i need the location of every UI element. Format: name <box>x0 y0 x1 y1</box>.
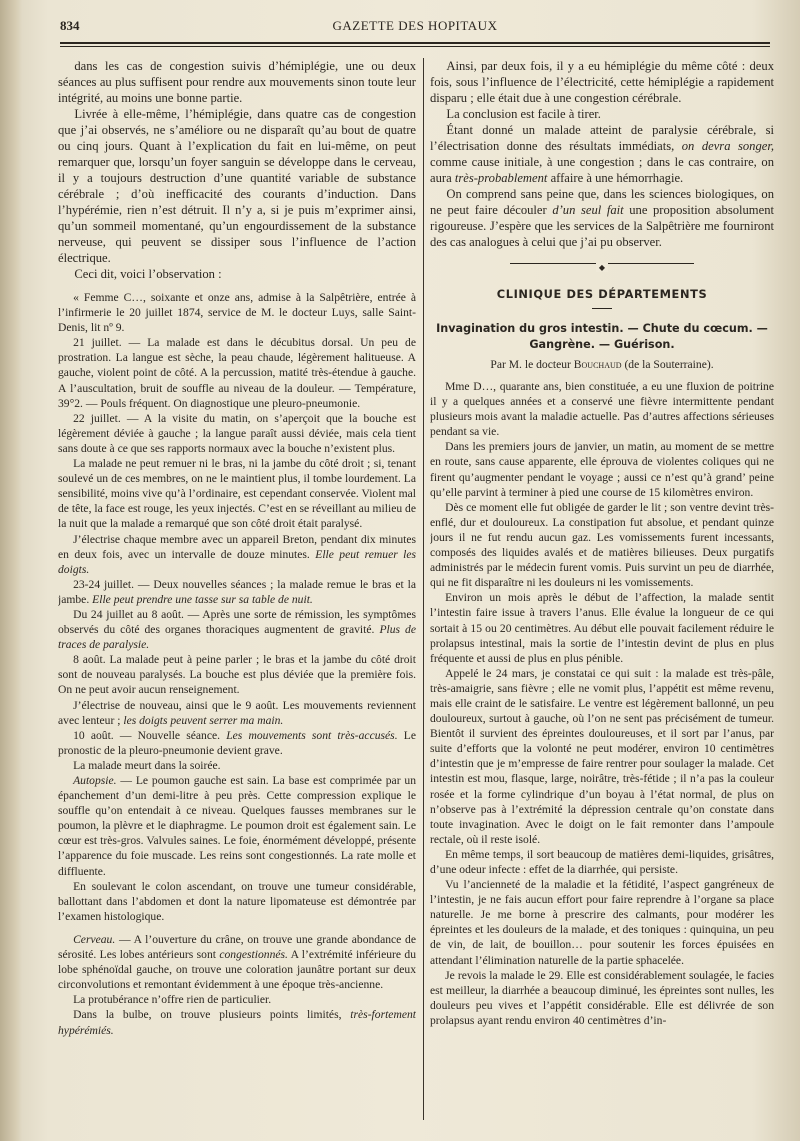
byline-author: Bouchaud <box>573 358 622 371</box>
paragraph-text: En même temps, il sort beaucoup de matières demi-liquides, grisâtres, d’une odeur infecte : effet de la diarrhée, qui persiste. <box>430 847 774 876</box>
paragraph <box>430 968 774 1028</box>
paragraph-lead: Autopsie. <box>73 774 117 787</box>
paragraph-emphasis: Les mouvements sont très-accusés. <box>226 728 398 742</box>
byline-prefix: Par M. le docteur <box>490 358 571 371</box>
paragraph <box>430 877 774 968</box>
paragraph <box>58 652 416 697</box>
paragraph <box>58 773 416 879</box>
paragraph-text: Ainsi, par deux fois, il y a eu hémiplégie du même côté : deux fois, sous l’influence de l’électricité, cette hémiplégie a rapidement disparu ; elle était due à une congestion cérébrale. <box>430 59 774 105</box>
paragraph <box>430 500 774 591</box>
paragraph-text: Dès ce moment elle fut obligée de garder le lit ; son ventre devint très-enflé, dur et douloureux. La constipation fut absolue, et pendant quinze jours il ne fut rendu aucun gaz. Les vomissements furent incessants, composés des liquides avalés et de matières bilieuses. Deux purgatifs administrés par le médecin furent vomis. Puis survint un peu de diarrhée, qui ne fit disparaître ni les douleurs ni les vomissements. <box>430 500 774 590</box>
paragraph-text: La protubérance n’offre rien de particulier. <box>73 993 272 1007</box>
paragraph-text: dans les cas de congestion suivis d’hémiplégie, une ou deux séances au plus suffisent pour rendre aux mouvements sinon toute leur intégrité, au moins une bonne partie. <box>58 59 416 105</box>
right-column-article <box>430 379 774 1028</box>
paragraph-text: Appelé le 24 mars, je constatai ce qui suit : la malade est très-pâle, très-amaigrie, sans fièvre ; elle ne vomit plus, l’appétit est même revenu, mais elle craint de le satisfaire. Le ventre est légèrement ballonné, un peu douloureux, surtout à gauche, où l’on ne sent pas précisément de tumeur. Bientôt il survient des épreintes douloureuses, et il sort par l’anus, par suite d’efforts que la volonté ne peut modérer, environ 10 centimètres d’intestin que je m’empresse de faire rentrer pour soulager la malade. Cet intestin est mou, flasque, large, noirâtre, très-fétide ; il n’a pas la couleur rosée et la forme cylindrique d’un boyau à l’état normal, de plus on n’observe pas à l’extrémité la dépression centrale qu’on constate dans toute invagination. Avec le doigt on le fait remonter dans l’ampoule rectale, où il reste isolé. <box>430 666 774 846</box>
paragraph <box>430 186 774 250</box>
paragraph-text: Mme D…, quarante ans, bien constituée, a eu une fluxion de poitrine il y a quelques années et a conservé une fièvre intermittente pendant plusieurs mois avant la maladie actuelle. Pas d’autres affections sérieuses pendant sa vie. <box>430 380 774 439</box>
paragraph-emphasis: Plus de traces de paralysie. <box>58 623 416 652</box>
paragraph-text: A l’extrémité inférieure du lobe sphénoïdal gauche, on trouve une coloration jaunâtre portant sur deux circonvolutions et remontant évidemment à une époque très-ancienne. <box>58 948 416 992</box>
header-rule <box>60 42 770 44</box>
section-title: CLINIQUE DES DÉPARTEMENTS <box>496 287 708 301</box>
paragraph <box>58 456 416 531</box>
article-title-line: Invagination du gros intestin. — Chute du cœcum. — <box>436 322 768 335</box>
paragraph <box>430 58 774 106</box>
paragraph-text: Vu l’ancienneté de la maladie et la fétidité, l’aspect gangréneux de l’intestin, je ne fais aucun effort pour faire reprendre à l’organe sa place naturelle. Je me borne à prescrire des calmants, pour modérer les épreintes et les douleurs de la malade, et des toniques : quinquina, un peu de vin, de lait, de bouillon… pour soutenir les forces épuisées en attendant l’élimination naturelle de la partie sphacelée. <box>430 878 774 967</box>
paragraph-emphasis: congestionnés. <box>219 948 288 962</box>
paragraph <box>58 266 416 282</box>
paragraph-text: Ceci dit, voici l’observation : <box>74 267 222 281</box>
paragraph <box>58 577 416 607</box>
section-title-rule <box>592 308 612 309</box>
paragraph-emphasis: les doigts peuvent serrer ma main. <box>123 713 284 727</box>
paragraph-text: une proposition absolument rigoureuse. J’espère que les services de la Salpêtrière me fourniront des cas analogues à celui que j’ai pu observer. <box>430 203 774 249</box>
article-byline <box>430 357 774 373</box>
paragraph-text: Livrée à elle-même, l’hémiplégie, dans quatre cas de congestion que j’ai observés, ne s’améliore ou ne disparaît qu’au bout de quatre ou cinq jours. Quant à l’explication du fait en lui-même, on peut remarquer que, lorsqu’un foyer sanguin se développe dans le cerveau, il y a toujours destruction d’une quantité variable de substance cérébrale ; d’où inefficacité des courants d’induction. Dans l’hypérémie, rien n’est détruit. Il n’y a, si je puis m’exprimer ainsi, qu’un sommeil momentané, qu’un engourdissement de la substance nerveuse, qui peuvent se dissiper sous l’influence de l’action électrique. <box>58 107 416 265</box>
paragraph <box>58 992 416 1007</box>
paragraph-emphasis: d’un seul fait <box>552 203 624 217</box>
paragraph <box>58 758 416 773</box>
header-rule-thin <box>60 46 770 47</box>
paragraph-lead: Cerveau. <box>73 932 116 946</box>
section-separator: ◆ <box>430 258 774 268</box>
paragraph <box>430 666 774 847</box>
page-binding-shadow <box>0 0 22 1141</box>
paragraph <box>430 847 774 877</box>
paragraph <box>58 698 416 728</box>
paragraph-text: Dans la bulbe, on trouve plusieurs points limités, <box>73 1008 342 1022</box>
paragraph <box>58 879 416 924</box>
paragraph <box>430 590 774 665</box>
paragraph-text: 23-24 juillet. — Deux nouvelles séances ; la malade remue le bras et la jambe. <box>58 577 416 606</box>
paragraph-text: On comprend sans peine que, dans les sciences biologiques, on ne peut faire découler <box>430 187 774 217</box>
paragraph-text: 22 juillet. — A la visite du matin, on s’aperçoit que la bouche est légèrement déviée à gauche ; la langue paraît aussi déviée, mais cela tient sans doute à ce que ses rapports normaux avec la bouche n’existent plus. <box>58 411 416 455</box>
paragraph <box>58 932 416 992</box>
paragraph-text: 10 août. — Nouvelle séance. <box>73 728 221 742</box>
paragraph <box>58 290 416 335</box>
paragraph <box>58 1007 416 1037</box>
paragraph-text: La malade meurt dans la soirée. <box>73 758 221 772</box>
paragraph-text: 21 juillet. — La malade est dans le décubitus dorsal. Un peu de prostration. La langue est sèche, la peau chaude, légèrement halitueuse. A gauche, violent point de côté. A la percussion, matité très-étendue à gauche. A l’auscultation, bruit de souffle au niveau de la douleur. — Température, 39°2. — Pouls fréquent. On diagnostique une pleuro-pneumonie. <box>58 336 416 410</box>
paragraph-text: Dans les premiers jours de janvier, un matin, au moment de se mettre en route, sans cause apparente, elle éprouva de violentes coliques qui ne firent qu’augmenter pendant le voyage ; aussi ce n’est qu’à grand’ peine qu’elle parvint à terminer à pied une course de 15 kilomètres environ. <box>430 440 774 499</box>
column-divider <box>423 58 424 1120</box>
paragraph <box>430 122 774 186</box>
paragraph-text: Étant donné un malade atteint de paralysie cérébrale, si l’électrisation donne des résultats immédiats, <box>430 123 774 153</box>
paragraph-text: — Le poumon gauche est sain. La base est comprimée par un épanchement d’un demi-litre à peu près. Cette compression explique le souffle qu’on entendait à ce niveau. Quelques fausses membranes sur le poumon, la plèvre et le diaphragme. Le poumon droit est également sain. Le cœur est très-gros. Valvules saines. Le foie, énormément développé, présente l’apparence du foie muscade. Les reins sont congestionnés. La rate molle et diffluente. <box>58 774 416 878</box>
paragraph-text: Je revois la malade le 29. Elle est considérablement soulagée, le facies est meilleur, la diarrhée a beaucoup diminué, les épreintes sont nulles, les douleurs peu vives et l’appétit considérable. Elle est délivrée de son prolapsus ayant rendu environ 40 centimètres d’in- <box>430 968 774 1027</box>
paragraph <box>58 335 416 410</box>
paragraph <box>430 106 774 122</box>
page-header <box>60 18 770 40</box>
byline-suffix: (de la Souterraine). <box>624 358 714 371</box>
paragraph <box>58 607 416 652</box>
paragraph <box>58 411 416 456</box>
paragraph-text: J’électrise chaque membre avec un appareil Breton, pendant dix minutes en deux fois, avec un intervalle de douze minutes. <box>58 532 416 561</box>
right-column-intro <box>430 58 774 250</box>
paragraph <box>430 379 774 439</box>
running-title: GAZETTE DES HOPITAUX <box>332 18 498 33</box>
paragraph <box>58 728 416 758</box>
paragraph-emphasis: on devra songer, <box>681 139 774 153</box>
paragraph-text: La malade ne peut remuer ni le bras, ni la jambe du côté droit ; si, tenant soulevé un de ces membres, on ne le maintient plus, il tombe lourdement. La sensibilité, moins vive qu’à l’ordinaire, est cependant conservée. Violent mal de tête, la face est rouge, les yeux injectés. C’est en se réveillant au milieu de la nuit que la malade a remarqué que son côté droit était paralysé. <box>58 457 416 531</box>
paragraph-emphasis: Elle peut remuer les doigts. <box>58 547 416 576</box>
paragraph-text: comme cause initiale, à une congestion ; dans le cas contraire, on aura <box>430 155 774 185</box>
page-number: 834 <box>60 18 80 33</box>
paragraph-text: Environ un mois après le début de l’affection, la malade sentit l’intestin faire issue à travers l’anus. Elle évalue la longueur de ce qui sortait à 15 ou 20 centimètres. Au début elle pouvait facilement réduire le prolapsus intestinal, mais la sortie de l’intestin devint de plus en plus fréquente et aussi de plus en plus pénible. <box>430 591 774 665</box>
paragraph-text: Le pronostic de la pleuro-pneumonie devient grave. <box>58 728 416 757</box>
paragraph-text: La conclusion est facile à tirer. <box>446 107 601 121</box>
right-column <box>430 58 774 1123</box>
paragraph-text: Du 24 juillet au 8 août. — Après une sorte de rémission, les symptômes observés du côté des organes thoraciques augmentent de gravité. <box>58 607 416 637</box>
paragraph-text: En soulevant le colon ascendant, on trouve une tumeur considérable, ballottant dans l’abdomen et dont la nature lipomateuse est démontrée par l’examen histologique. <box>58 879 416 923</box>
paragraph-text: affaire à une hémorrhagie. <box>550 171 684 185</box>
paragraph-emphasis: Elle peut prendre une tasse sur sa table de nuit. <box>92 592 313 606</box>
article-title <box>430 321 774 353</box>
article-title-line: Gangrène. — Guérison. <box>529 338 675 351</box>
paragraph <box>58 106 416 266</box>
paragraph-emphasis: très-fortement hypérémiés. <box>58 1008 416 1037</box>
left-column <box>58 58 416 1123</box>
paragraph-emphasis: très-probablement <box>454 171 548 185</box>
paragraph-text: — A l’ouverture du crâne, on trouve une grande abondance de sérosité. Les lobes antérieurs sont <box>58 932 416 962</box>
paragraph <box>430 439 774 499</box>
paragraph-text: J’électrise de nouveau, ainsi que le 9 août. Les mouvements reviennent avec lenteur ; <box>58 698 416 727</box>
paragraph-text: 8 août. La malade peut à peine parler ; le bras et la jambe du côté droit sont de nouveau paralysés. La bouche est plus déviée que la première fois. On ne peut avoir aucun renseignement. <box>58 653 416 697</box>
paragraph <box>58 532 416 577</box>
paragraph <box>58 58 416 106</box>
paragraph-text: « Femme C…, soixante et onze ans, admise à la Salpêtrière, entrée à l’infirmerie le 20 juillet 1874, service de M. le docteur Luys, salle Saint-Denis, lit nº 9. <box>58 291 416 335</box>
